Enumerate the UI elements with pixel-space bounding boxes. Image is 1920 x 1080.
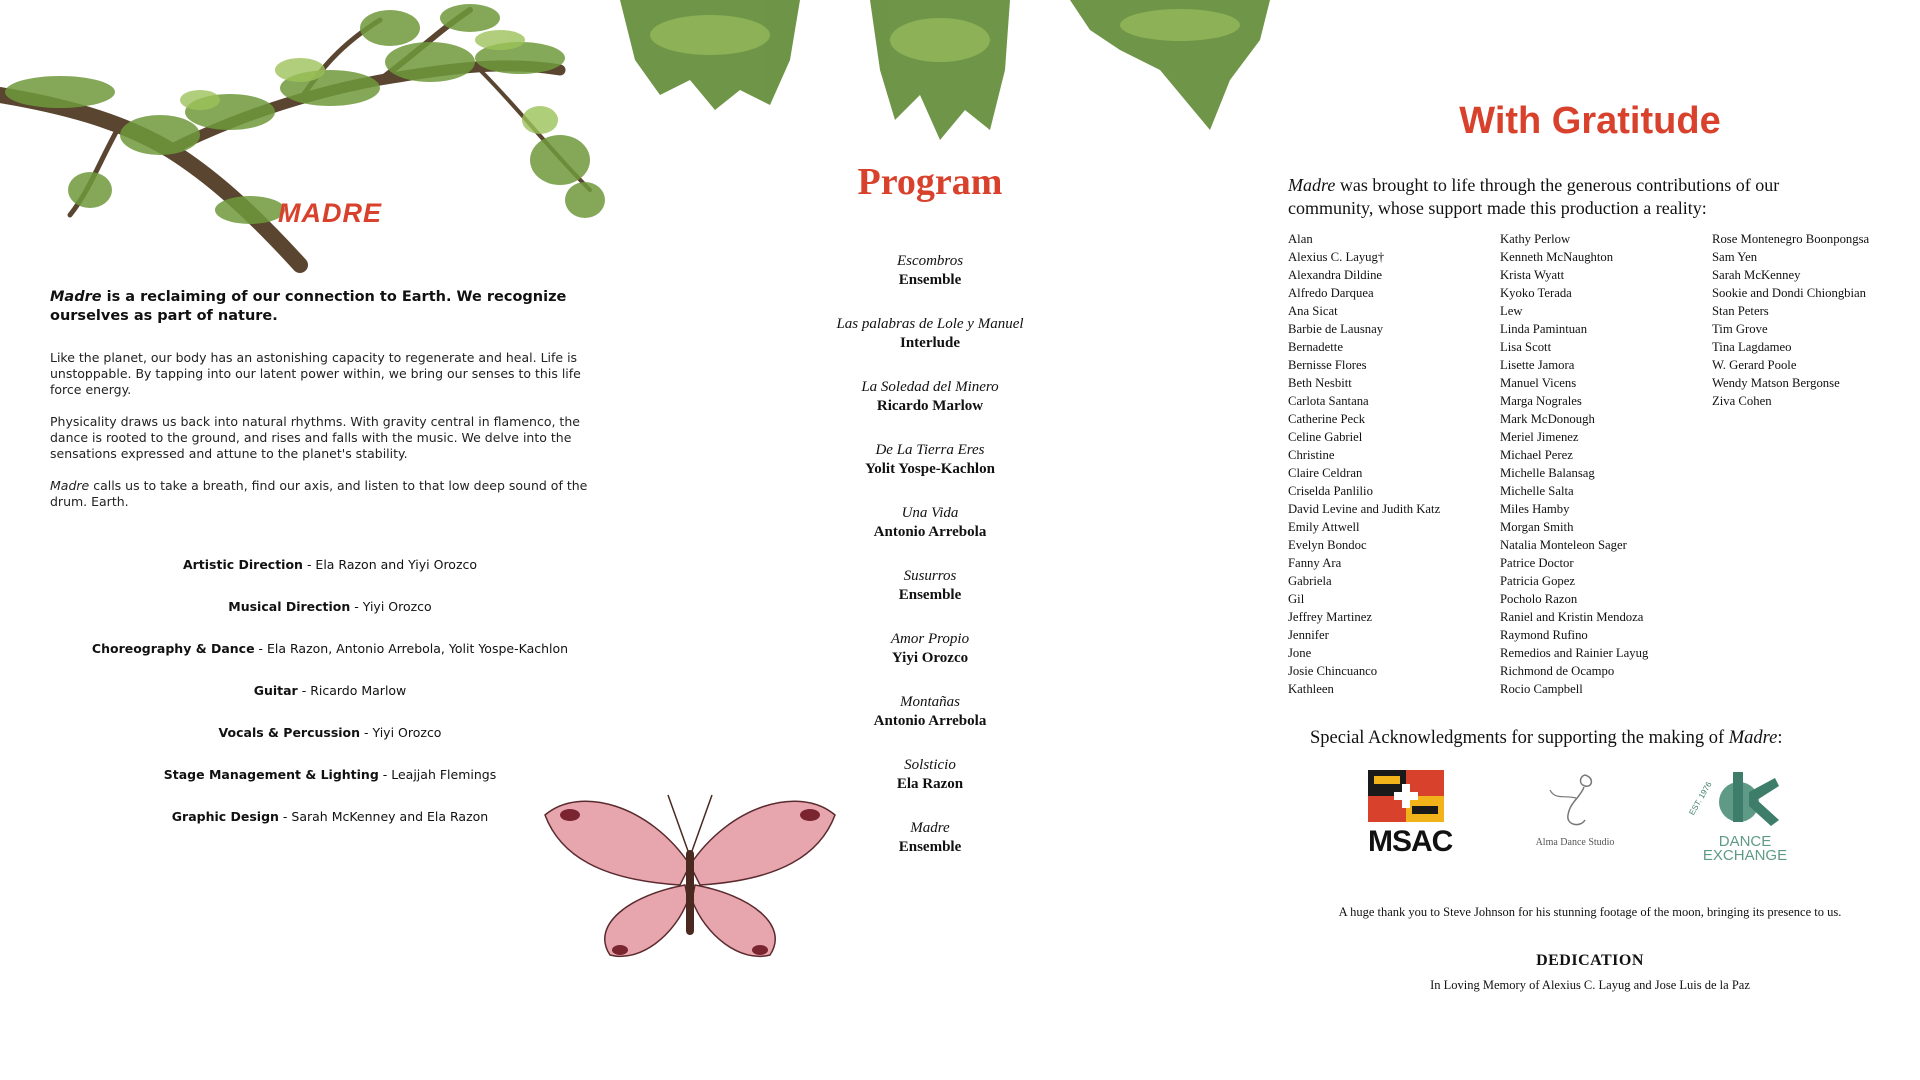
donor-name: Celine Gabriel	[1288, 430, 1363, 444]
gratitude-intro	[1288, 174, 1848, 220]
piece-performer: Antonio Arrebola	[873, 524, 987, 540]
credit-role: Artistic Direction	[182, 557, 303, 572]
credits-list	[40, 555, 620, 849]
program-item	[790, 630, 1070, 693]
alma-dance-studio-logo	[1525, 770, 1625, 848]
donor-name: Alexius C. Layug†	[1288, 250, 1385, 264]
donor-name: Kyoko Terada	[1500, 286, 1572, 300]
donor-name: Kathy Perlow	[1500, 232, 1571, 246]
paragraph-2: Physicality draws us back into natural rhythms. With gravity central in flamenco, the dance is rooted to the ground, and rises and falls with the music. We delve into the sensations expressed and attune to the planet's stability.	[50, 414, 580, 461]
piece-performer: Ela Razon	[896, 776, 964, 792]
msac-text: MSAC	[1368, 825, 1453, 858]
program-item	[790, 378, 1070, 441]
donor-name: Sookie and Dondi Chiongbian	[1712, 286, 1867, 300]
donor-name: Jeffrey Martinez	[1288, 610, 1372, 624]
donor-name: Manuel Vicens	[1500, 376, 1577, 390]
donor-name: Ziva Cohen	[1712, 394, 1772, 408]
piece-performer: Ensemble	[898, 587, 962, 603]
donor-name: Criselda Panlilio	[1288, 484, 1373, 498]
dance-exchange-line-1: DANCE	[1718, 833, 1772, 850]
piece-performer: Ensemble	[898, 272, 962, 288]
credit-item	[40, 555, 620, 597]
donor-name: Catherine Peck	[1288, 412, 1366, 426]
donor-name: Alexandra Dildine	[1288, 268, 1383, 282]
donor-name: Michelle Balansag	[1500, 466, 1595, 480]
donor-name: Lisa Scott	[1500, 340, 1552, 354]
credit-role: Guitar	[253, 683, 298, 698]
credit-people: - Ela Razon and Yiyi Orozco	[302, 557, 478, 572]
donor-name: Raymond Rufino	[1500, 628, 1588, 642]
special-end: :	[1777, 728, 1783, 748]
dedication-heading: DEDICATION	[1536, 952, 1644, 969]
donor-name: Alfredo Darquea	[1288, 286, 1374, 300]
paragraph-3	[50, 478, 590, 510]
program-item	[790, 252, 1070, 315]
donor-name: Barbie de Lausnay	[1288, 322, 1384, 336]
donor-name: Remedios and Rainier Layug	[1500, 646, 1649, 660]
piece-performer: Yolit Yospe-Kachlon	[865, 461, 995, 477]
donor-column-2	[1500, 230, 1648, 698]
credit-item	[40, 723, 620, 765]
special-text: Special Acknowledgments for supporting the making of	[1310, 728, 1729, 748]
gratitude-intro-emphasis: Madre	[1288, 175, 1336, 195]
donor-name: Raniel and Kristin Mendoza	[1500, 610, 1644, 624]
dancer-line-icon	[1540, 770, 1610, 832]
donor-name: Stan Peters	[1712, 304, 1769, 318]
special-emphasis: Madre	[1728, 728, 1778, 748]
donor-name: Wendy Matson Bergonse	[1712, 376, 1840, 390]
credit-role: Vocals & Percussion	[218, 725, 361, 740]
donor-name: Miles Hamby	[1500, 502, 1570, 516]
donor-name: Emily Attwell	[1288, 520, 1360, 534]
credit-role: Choreography & Dance	[91, 641, 255, 656]
gratitude-title: With Gratitude	[1459, 100, 1721, 142]
donor-name: Marga Nograles	[1500, 394, 1582, 408]
credit-role: Stage Management & Lighting	[163, 767, 379, 782]
donor-name: Claire Celdran	[1288, 466, 1363, 480]
donor-name: Rose Montenegro Boonpongsa	[1712, 232, 1870, 246]
credit-people: - Ricardo Marlow	[297, 683, 407, 698]
program-item	[790, 315, 1070, 378]
donor-name: Lew	[1500, 304, 1523, 318]
program-item	[790, 693, 1070, 756]
donor-name: Ana Sicat	[1288, 304, 1338, 318]
intro-statement	[50, 288, 600, 326]
piece-title: Solsticio	[904, 757, 956, 773]
donor-name: Evelyn Bondoc	[1288, 538, 1367, 552]
donor-name: Meriel Jimenez	[1500, 430, 1579, 444]
program-item	[790, 819, 1070, 882]
donor-name: Gabriela	[1288, 574, 1332, 588]
piece-title: Escombros	[896, 253, 964, 269]
piece-performer: Yiyi Orozco	[891, 650, 969, 666]
donor-name: Morgan Smith	[1500, 520, 1574, 534]
donor-name: Tina Lagdameo	[1712, 340, 1792, 354]
piece-title: De La Tierra Eres	[875, 442, 985, 458]
donor-name: Pocholo Razon	[1500, 592, 1578, 606]
credit-item	[40, 597, 620, 639]
alma-text: Alma Dance Studio	[1535, 837, 1615, 848]
paragraph-3-text: calls us to take a breath, find our axis, and listen to that low deep sound of the drum. Earth.	[50, 478, 588, 509]
donor-name: Fanny Ara	[1288, 556, 1342, 570]
piece-performer: Antonio Arrebola	[873, 713, 987, 729]
credit-item	[40, 807, 620, 849]
donor-name: Linda Pamintuan	[1500, 322, 1588, 336]
donor-name: Michelle Salta	[1500, 484, 1574, 498]
donor-name: Patricia Gopez	[1500, 574, 1576, 588]
credit-role: Graphic Design	[171, 809, 279, 824]
donor-name: W. Gerard Poole	[1712, 358, 1797, 372]
donor-name: Kenneth McNaughton	[1500, 250, 1614, 264]
donor-name: David Levine and Judith Katz	[1288, 502, 1441, 516]
donor-column-1	[1288, 230, 1440, 698]
thanks-note: A huge thank you to Steve Johnson for his stunning footage of the moon, bringing its presence to us.	[1338, 905, 1842, 919]
piece-title: Una Vida	[901, 505, 959, 521]
donor-name: Mark McDonough	[1500, 412, 1595, 426]
donor-name: Sam Yen	[1712, 250, 1758, 264]
credit-people: - Ela Razon, Antonio Arrebola, Yolit Yospe-Kachlon	[254, 641, 569, 656]
donor-name: Patrice Doctor	[1500, 556, 1574, 570]
donor-name: Bernadette	[1288, 340, 1343, 354]
piece-performer: Interlude	[900, 335, 960, 351]
program-title: Program	[857, 161, 1003, 203]
donor-name: Tim Grove	[1712, 322, 1768, 336]
program-item	[790, 756, 1070, 819]
dance-exchange-line-2: EXCHANGE	[1702, 847, 1788, 864]
credit-people: - Yiyi Orozco	[360, 725, 442, 740]
piece-performer: Ricardo Marlow	[876, 398, 984, 414]
program-item	[790, 567, 1070, 630]
msac-logo	[1368, 770, 1453, 858]
donor-name: Krista Wyatt	[1500, 268, 1565, 282]
credit-people: - Yiyi Orozco	[350, 599, 432, 614]
intro-emphasis: Madre	[50, 289, 102, 305]
donor-name: Michael Perez	[1500, 448, 1573, 462]
piece-title: Madre	[910, 820, 950, 836]
donor-name: Bernisse Flores	[1288, 358, 1367, 372]
credit-item	[40, 639, 620, 681]
moss-branch-illustration	[0, 0, 620, 285]
credit-item	[40, 765, 620, 807]
piece-title: Susurros	[903, 568, 957, 584]
donor-name: Richmond de Ocampo	[1500, 664, 1615, 678]
intro-text: is a reclaiming of our connection to Earth. We recognize ourselves as part of nature.	[50, 289, 567, 324]
donor-name: Beth Nesbitt	[1288, 376, 1352, 390]
hanging-vines-illustration	[620, 0, 1270, 140]
dedication-text: In Loving Memory of Alexius C. Layug and Jose Luis de la Paz	[1430, 978, 1750, 992]
donor-name: Natalia Monteleon Sager	[1500, 538, 1627, 552]
madre-title: MADRE	[278, 198, 382, 228]
program-list	[790, 252, 1070, 882]
gratitude-intro-text: was brought to life through the generous contributions of our community, whose support made this production a reality:	[1288, 175, 1780, 218]
piece-title: Las palabras de Lole y Manuel	[836, 316, 1024, 332]
donor-column-3	[1712, 230, 1869, 410]
donor-name: Gil	[1288, 592, 1305, 606]
donor-name: Sarah McKenney	[1712, 268, 1801, 282]
donor-name: Alan	[1288, 232, 1313, 246]
credit-role: Musical Direction	[228, 599, 351, 614]
maryland-flag-icon	[1368, 770, 1444, 822]
special-acknowledgments	[1310, 728, 1870, 749]
donor-name: Jone	[1288, 646, 1312, 660]
donor-name: Jennifer	[1288, 628, 1329, 642]
piece-title: Amor Propio	[890, 631, 970, 647]
credit-item	[40, 681, 620, 723]
dance-exchange-est: EST. 1976	[1687, 780, 1714, 817]
program-item	[790, 504, 1070, 567]
credit-people: - Sarah McKenney and Ela Razon	[278, 809, 489, 824]
piece-title: Montañas	[900, 694, 960, 710]
piece-performer: Ensemble	[898, 839, 962, 855]
program-item	[790, 441, 1070, 504]
dance-exchange-mark-icon	[1705, 770, 1785, 830]
donor-name: Lisette Jamora	[1500, 358, 1575, 372]
credit-people: - Leajjah Flemings	[378, 767, 497, 782]
dance-exchange-logo	[1687, 770, 1800, 864]
donor-name: Josie Chincuanco	[1288, 664, 1378, 678]
paragraph-3-emphasis: Madre	[50, 478, 90, 493]
donor-name: Christine	[1288, 448, 1335, 462]
donor-name: Rocio Campbell	[1500, 682, 1583, 696]
donor-name: Carlota Santana	[1288, 394, 1369, 408]
piece-title: La Soledad del Minero	[861, 379, 999, 395]
donor-name: Kathleen	[1288, 682, 1334, 696]
paragraph-1: Like the planet, our body has an astonishing capacity to regenerate and heal. Life is unstoppable. By tapping into our latent power within, we bring our senses to this life force energy.	[50, 350, 581, 397]
